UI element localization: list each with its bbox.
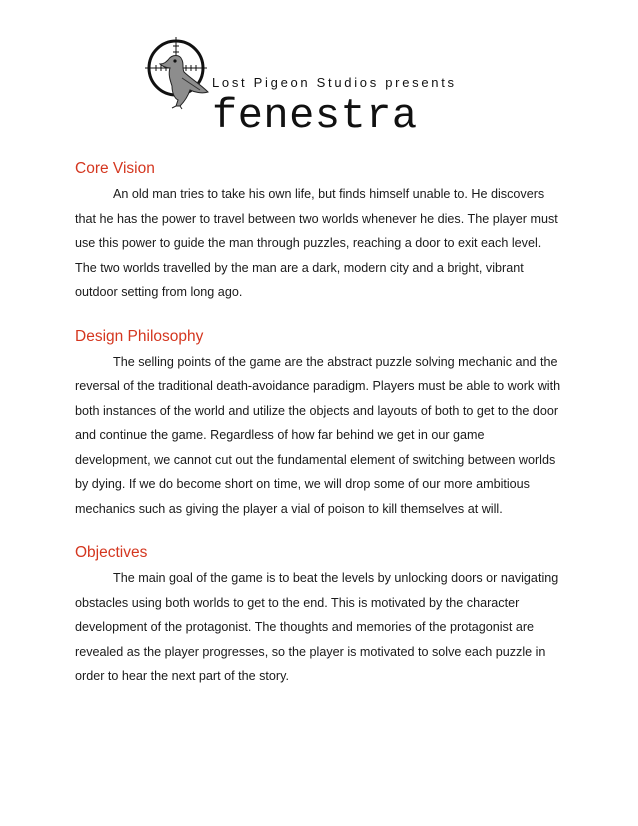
logo-svg bbox=[142, 34, 220, 112]
section-paragraph: The main goal of the game is to beat the levels by unlocking doors or navigating obstacles using both worlds to get to the end. This is motivated by the character development of the protagonist. The thoughts and memories of the protagonist are revealed as the player progresses, so the player is motivated to solve each puzzle in order to hear the next part of the story. bbox=[75, 571, 559, 683]
section-paragraph: An old man tries to take his own life, but finds himself unable to. He discovers that he has the power to travel between two worlds whenever he dies. The player must use this power to guide the man through puzzles, reaching a door to exit each level. The two worlds travelled by the man are a dark, modern city and a bright, vibrant outdoor setting from long ago. bbox=[75, 187, 558, 299]
section-objectives bbox=[75, 542, 563, 689]
section-paragraph: The selling points of the game are the abstract puzzle solving mechanic and the reversal of the traditional death-avoidance paradigm. Players must be able to work with both instances of the world and utilize the objects and layouts of both to get to the door and continue the game. Regardless of how far behind we get in our game development, we cannot cut out the fundamental element of switching between worlds by dying. If we do become short on time, we will drop some of our more ambitious mechanics such as giving the player a vial of poison to kill themselves at will. bbox=[75, 354, 561, 516]
section-core-vision bbox=[75, 158, 563, 305]
section-design-philosophy bbox=[75, 326, 563, 522]
section-heading: Design Philosophy bbox=[75, 327, 204, 345]
section-heading: Core Vision bbox=[75, 160, 155, 177]
document-content bbox=[75, 158, 563, 689]
section-heading: Objectives bbox=[75, 544, 148, 561]
studio-presents-text: Lost Pigeon Studios presents bbox=[212, 75, 457, 90]
game-title: fenestra bbox=[212, 92, 418, 140]
pigeon-crosshair-logo-icon bbox=[142, 34, 220, 112]
